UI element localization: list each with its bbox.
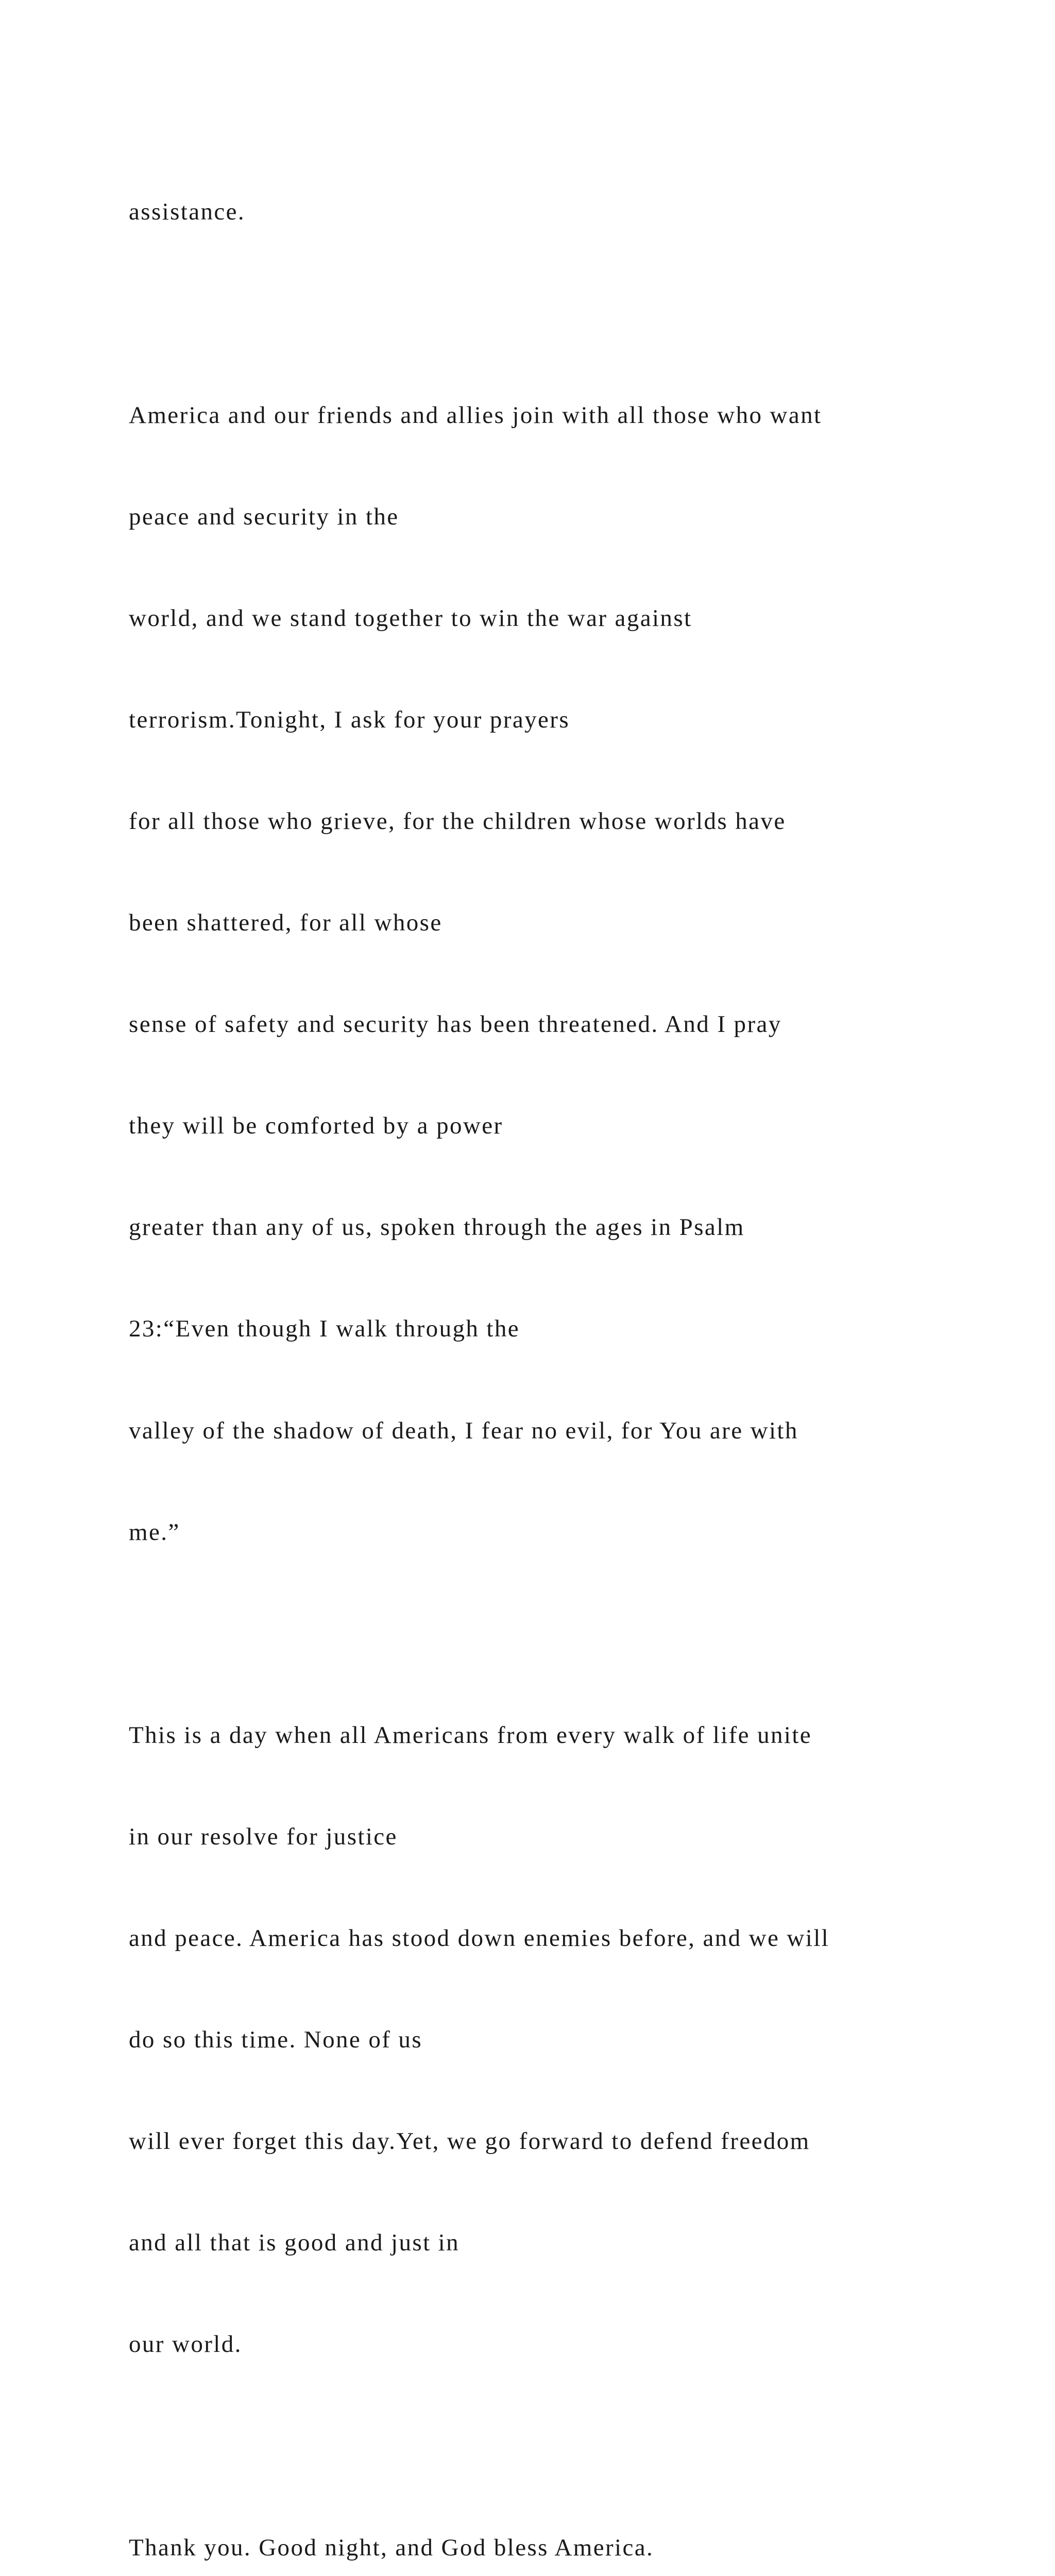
text-line: This is a day when all Americans from every walk of life unite [129, 1721, 812, 1749]
text-line: for all those who grieve, for the children whose worlds have [129, 807, 786, 835]
text-line: they will be comforted by a power [129, 1112, 503, 1140]
text-line: terrorism.Tonight, I ask for your prayers [129, 706, 570, 733]
text-line: 23:“Even though I walk through the [129, 1315, 520, 1343]
text-line: and all that is good and just in [129, 2229, 460, 2257]
text-line: Thank you. Good night, and God bless America. [129, 2534, 654, 2561]
text-line: peace and security in the [129, 503, 399, 530]
text-line: been shattered, for all whose [129, 909, 443, 937]
text-line: our world. [129, 2331, 242, 2358]
text-line: assistance. [129, 198, 246, 226]
text-line: America and our friends and allies join with all those who want [129, 401, 822, 429]
text-line: sense of safety and security has been threatened. And I pray [129, 1011, 782, 1038]
text-line: valley of the shadow of death, I fear no evil, for You are with [129, 1417, 798, 1444]
text-line: in our resolve for justice [129, 1823, 398, 1850]
text-line: world, and we stand together to win the war against [129, 604, 692, 632]
text-line: me.” [129, 1518, 180, 1546]
blank-line [129, 297, 1015, 331]
body-text [129, 128, 1015, 2576]
blank-line [129, 2429, 1015, 2463]
text-line: greater than any of us, spoken through the ages in Psalm [129, 1214, 745, 1241]
text-line: and peace. America has stood down enemies before, and we will [129, 1925, 830, 1952]
blank-line [129, 1617, 1015, 1651]
text-line: do so this time. None of us [129, 2026, 423, 2054]
text-line: will ever forget this day.Yet, we go forward to defend freedom [129, 2128, 810, 2155]
